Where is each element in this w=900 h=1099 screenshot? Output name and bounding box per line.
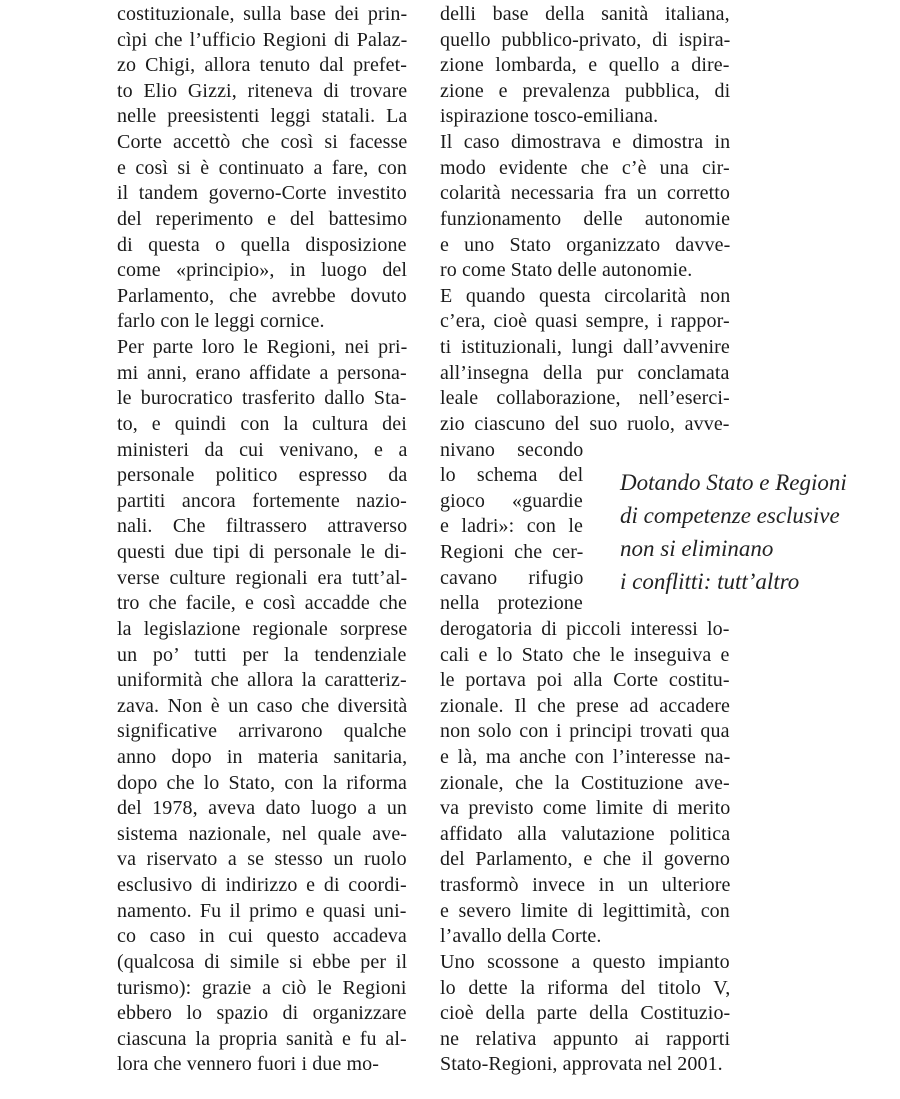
- text-line: tro che facile, e così accadde che: [117, 592, 408, 615]
- text-line: ispirazione tosco-emiliana.: [440, 105, 659, 128]
- text-line: ebbero lo spazio di organizzare: [117, 1002, 407, 1025]
- text-line: verse culture regionali era tutt’al-: [117, 566, 408, 589]
- text-line: Regioni che cer-: [440, 541, 584, 564]
- text-line: nivano secondo: [440, 438, 584, 461]
- text-line: come «principio», in luogo del: [117, 259, 408, 282]
- text-line: to Elio Gizzi, riteneva di trovare: [117, 79, 408, 102]
- text-line: e uno Stato organizzato davve-: [440, 233, 731, 256]
- text-line: nali. Che filtrassero attraverso: [117, 515, 408, 538]
- text-line: co caso in cui questo accadeva: [117, 925, 407, 948]
- text-line: E quando questa circolarità non: [440, 284, 731, 307]
- text-line: uniformità che allora la caratteriz-: [117, 669, 407, 692]
- text-line: le burocratico trasferito dallo Sta-: [117, 387, 407, 410]
- text-line: e là, ma anche con l’interesse na-: [440, 745, 731, 768]
- text-line: quello pubblico-privato, di ispira-: [440, 28, 731, 51]
- text-line: Uno scossone a questo impianto: [440, 950, 730, 973]
- text-line: partiti ancora fortemente nazio-: [117, 489, 407, 512]
- text-line: funzionamento delle autonomie: [440, 207, 731, 230]
- text-line: lo schema del: [440, 464, 584, 487]
- text-line: del 1978, aveva dato luogo a un: [117, 797, 408, 820]
- text-line: e severo limite di legittimità, con: [440, 899, 730, 922]
- text-line: colarità necessaria fra un corretto: [440, 182, 731, 205]
- text-line: mi anni, erano affidate a persona-: [117, 361, 407, 384]
- text-line: trasformò invece in un ulteriore: [440, 874, 731, 897]
- text-line: l’avallo della Corte.: [440, 925, 602, 948]
- text-line: zione lombarda, e quello a dire-: [440, 54, 730, 77]
- text-line: cali e lo Stato che le inseguiva e: [440, 643, 730, 666]
- text-line: ne relativa appunto ai rapporti: [440, 1027, 731, 1050]
- text-line: e così si è continuato a fare, con: [117, 156, 407, 179]
- text-line: cavano rifugio: [440, 566, 584, 589]
- text-line: nella protezione: [440, 592, 583, 615]
- text-line: zava. Non è un caso che diversità: [117, 694, 408, 717]
- text-line: Il caso dimostrava e dimostra in: [440, 131, 731, 154]
- text-line: le portava poi alla Corte costitu-: [440, 669, 730, 692]
- text-line: nelle preesistenti leggi statali. La: [117, 105, 408, 128]
- text-line: Per parte loro le Regioni, nei pri-: [117, 336, 408, 359]
- text-line: Parlamento, che avrebbe dovuto: [117, 284, 407, 307]
- text-line: del reperimento e del battesimo: [117, 207, 408, 230]
- text-line: derogatoria di piccoli interessi lo-: [440, 617, 730, 640]
- text-line: affidato alla valutazione politica: [440, 822, 731, 845]
- text-line: va previsto come limite di merito: [440, 797, 731, 820]
- text-line: e ladri»: con le: [440, 515, 583, 538]
- text-line: anno dopo in materia sanitaria,: [117, 745, 408, 768]
- text-line: la legislazione regionale sorprese: [117, 617, 408, 640]
- text-line: ti istituzionali, lungi dall’avvenire: [440, 336, 730, 359]
- text-line: zionale. Il che prese ad accadere: [440, 694, 731, 717]
- text-line: un po’ tutti per la tendenziale: [117, 643, 407, 666]
- text-line: ciascuna la propria sanità e fu al-: [117, 1027, 407, 1050]
- text-line: significative arrivarono qualche: [117, 720, 407, 743]
- text-line: non solo con i principi trovati qua: [440, 720, 730, 743]
- text-line: il tandem governo-Corte investito: [117, 182, 407, 205]
- pull-quote-line: i conflitti: tutt’altro: [620, 569, 800, 594]
- text-line: zione e prevalenza pubblica, di: [440, 79, 731, 102]
- text-line: modo evidente che c’è una cir-: [440, 156, 730, 179]
- pull-quote-line: di competenze esclusive: [620, 503, 840, 528]
- text-line: delli base della sanità italiana,: [440, 3, 730, 25]
- text-line: zionale, che la Costituzione ave-: [440, 771, 730, 794]
- text-line: di questa o quella disposizione: [117, 233, 407, 256]
- text-line: zo Chigi, allora tenuto dal prefet-: [117, 54, 408, 77]
- pull-quote-line: non si eliminano: [620, 536, 774, 561]
- text-line: farlo con le leggi cornice.: [117, 310, 325, 333]
- text-line: personale politico espresso da: [117, 464, 408, 487]
- text-line: all’insegna della pur conclamata: [440, 361, 730, 384]
- text-line: lora che vennero fuori i due mo-: [117, 1053, 379, 1076]
- text-line: esclusivo di indirizzo e di coordi-: [117, 874, 407, 897]
- text-line: to, e quindi con la cultura dei: [117, 412, 407, 435]
- text-line: gioco «guardie: [440, 489, 583, 512]
- text-line: Corte accettò che così si facesse: [117, 131, 408, 154]
- text-line: Stato-Regioni, approvata nel 2001.: [440, 1053, 723, 1076]
- pull-quote-line: Dotando Stato e Regioni: [620, 470, 847, 495]
- text-line: questi due tipi di personale le di-: [117, 541, 407, 564]
- text-line: c’era, cioè quasi sempre, i rappor-: [440, 310, 730, 333]
- text-line: zio ciascuno del suo ruolo, avve-: [440, 412, 730, 435]
- text-line: sistema nazionale, nel quale ave-: [117, 822, 408, 845]
- text-line: cioè della parte della Costituzio-: [440, 1002, 731, 1025]
- text-line: va riservato a se stesso un ruolo: [117, 848, 407, 871]
- text-line: costituzionale, sulla base dei prin-: [117, 3, 408, 25]
- text-line: del Parlamento, e che il governo: [440, 848, 730, 871]
- text-line: ro come Stato delle autonomie.: [440, 259, 693, 282]
- text-line: ministeri da cui venivano, e a: [117, 438, 408, 461]
- text-line: turismo): grazie a ciò le Regioni: [117, 976, 407, 999]
- text-line: cìpi che l’ufficio Regioni di Palaz-: [117, 28, 408, 51]
- text-line: namento. Fu il primo e quasi uni-: [117, 899, 407, 922]
- text-line: leale collaborazione, nell’eserci-: [440, 387, 730, 410]
- text-line: (qualcosa di simile si ebbe per il: [117, 950, 408, 973]
- text-line: dopo che lo Stato, con la riforma: [117, 771, 408, 794]
- text-line: lo dette la riforma del titolo V,: [440, 976, 731, 999]
